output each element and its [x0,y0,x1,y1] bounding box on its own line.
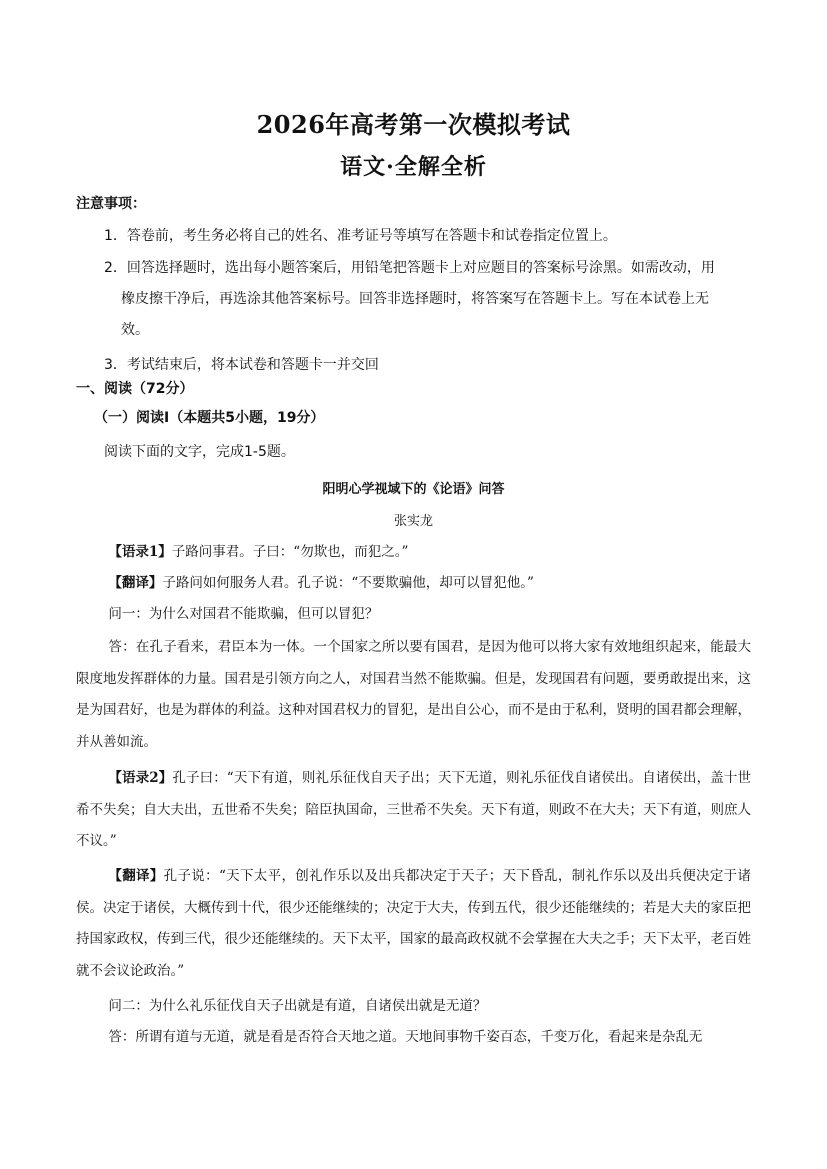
notice-item-2-line-3: 效。 [121,322,149,338]
answer-1: 答：在孔子看来，君臣本为一体。一个国家之所以要有国君，是因为他可以将大家有效地组织起来，能最大限度地发挥群体的力量。国君是引领方向之人，对国君当然不能欺骗。但是，发现国君有问题，要勇敢提出来，这是为国君好，也是为群体的利益。这种对国君权力的冒犯，是出自公心，而不是由于私利，贤明的国君都会理解，并从善如流。 [76,639,751,750]
notice-item-3: 3．考试结束后，将本试卷和答题卡一并交回 [104,357,379,373]
quote-2 [76,763,751,858]
notice-item-2-line-2: 橡皮擦干净后，再选涂其他答案标号。回答非选择题时，将答案写在答题卡上。写在本试卷上无 [121,291,709,307]
question-2: 问二：为什么礼乐征伐自天子出就是有道，自诸侯出就是无道？ [108,998,487,1014]
article-title: 阳明心学视域下的《论语》问答 [322,482,505,497]
quote-1 [76,537,751,569]
page-title: 2026年高考第一次模拟考试 [256,110,571,139]
translation-2-tag: 【翻译】 [108,868,164,884]
quote-1-tag: 【语录1】 [108,544,172,560]
section-heading: 一、阅读（72分） [76,381,194,397]
reading-instruction: 阅读下面的文字，完成1-5题。 [104,444,295,460]
quote-1-text: 子路问事君。子曰：“勿欺也，而犯之。” [171,544,409,560]
translation-1-tag: 【翻译】 [108,575,163,591]
translation-1 [76,568,751,600]
notice-heading: 注意事项： [76,196,146,212]
subsection-heading: （一）阅读Ⅰ（本题共5小题，19分） [94,410,325,426]
quote-2-tag: 【语录2】 [108,770,173,786]
question-1: 问一：为什么对国君不能欺骗，但可以冒犯？ [108,606,379,622]
translation-2 [76,861,751,987]
page-subtitle: 语文·全解全析 [340,154,487,180]
notice-item-1: 1．答卷前，考生务必将自己的姓名、准考证号等填写在答题卡和试卷指定位置上。 [104,228,617,244]
article-author: 张实龙 [393,514,433,529]
quote-2-text: 孔子曰：“天下有道，则礼乐征伐自天子出；天下无道，则礼乐征伐自诸侯出。自诸侯出，盖十世希不失矣；自大夫出，五世希不失矣；陪臣执国命，三世希不失矣。天下有道，则政不在大夫；天下有道，则庶人不议。” [76,770,751,849]
translation-1-text: 子路问如何服务人君。孔子说：“不要欺骗他，却可以冒犯他。” [162,575,534,591]
translation-2-text: 孔子说：“天下太平，创礼作乐以及出兵都决定于天子；天下昏乱，制礼作乐以及出兵便决定于诸侯。决定于诸侯，大概传到十代，很少还能继续的；决定于大夫，传到五代，很少还能继续的；若是大夫的家臣把持国家政权，传到三代，很少还能继续的。天下太平，国家的最高政权就不会掌握在大夫之手；天下太平，老百姓就不会议论政治。” [76,868,751,979]
notice-item-2 [104,253,760,346]
notice-item-2-line-1: 2．回答选择题时，选出每小题答案后，用铅笔把答题卡上对应题目的答案标号涂黑。如需改动，用 [104,260,715,276]
answer-2: 答：所谓有道与无道，就是看是否符合天地之道。天地间事物千姿百态，千变万化，看起来是杂乱无 [108,1029,703,1045]
